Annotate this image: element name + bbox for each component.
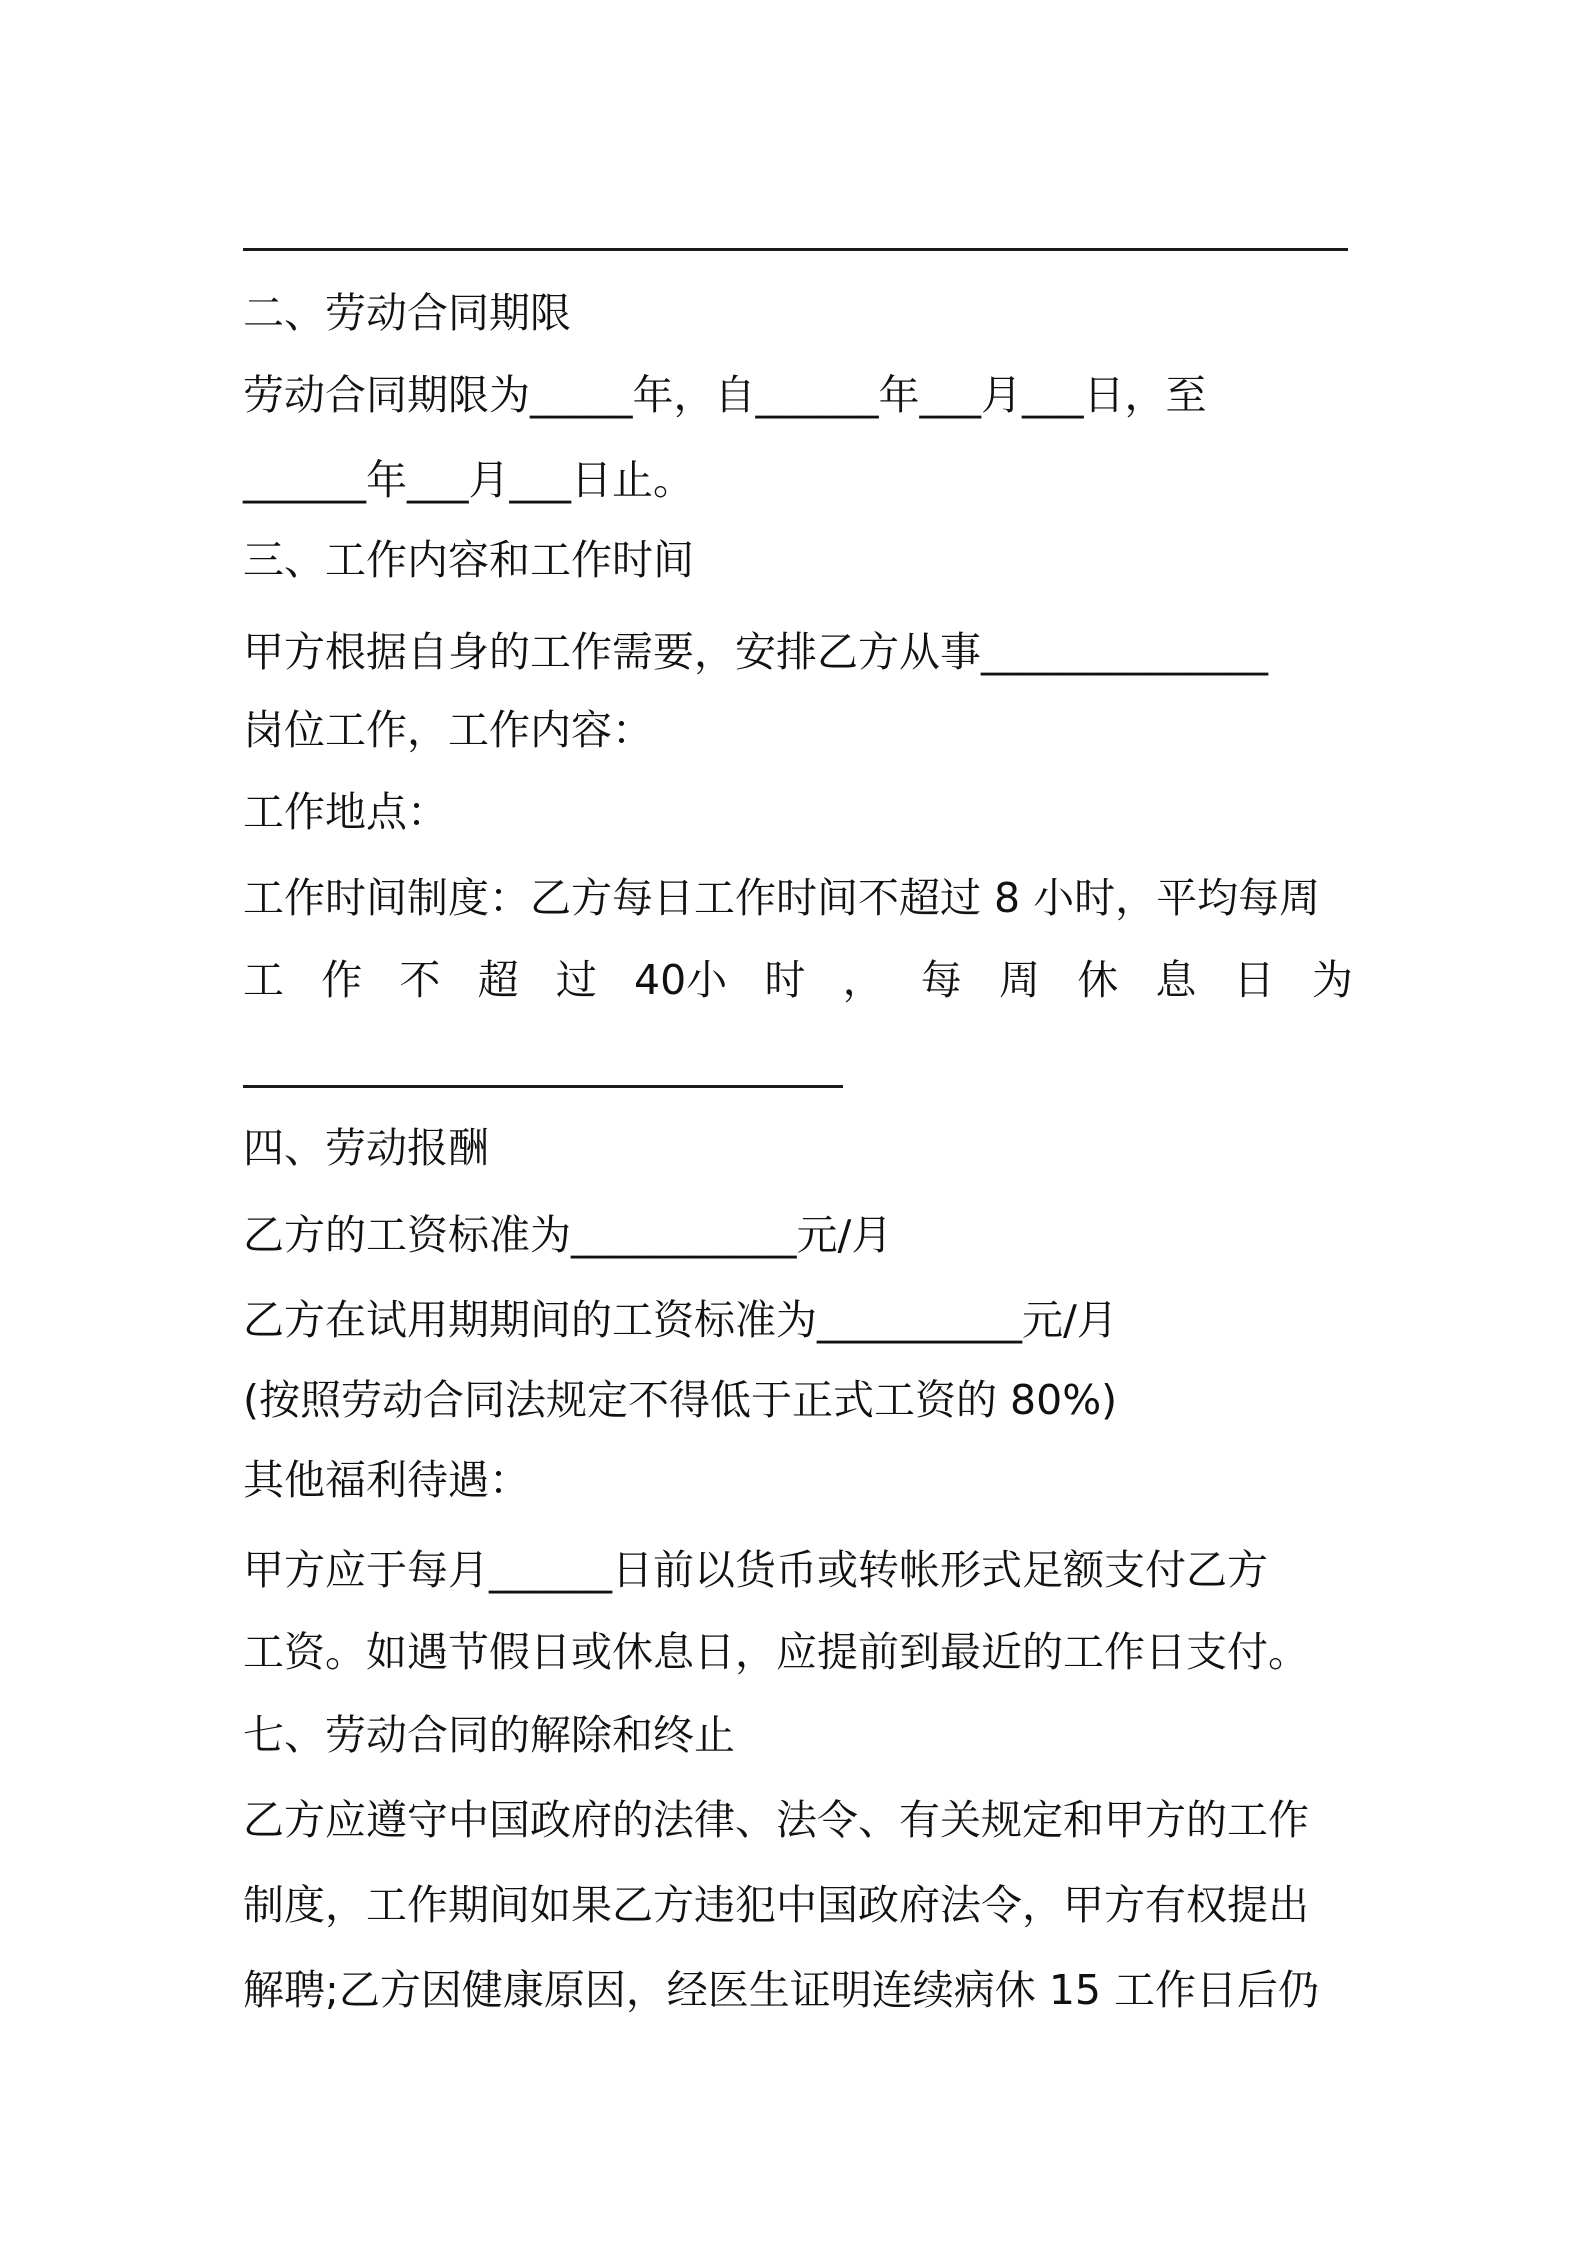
section-heading-remuneration: 四、劳动报酬 bbox=[243, 1124, 489, 1172]
paragraph-line: 其他福利待遇： bbox=[243, 1456, 530, 1504]
section-heading-work-content: 三、工作内容和工作时间 bbox=[243, 536, 694, 584]
paragraph-line: 解聘;乙方因健康原因，经医生证明连续病休 15 工作日后仍 bbox=[243, 1966, 1320, 2014]
paragraph-line: 工资。如遇节假日或休息日，应提前到最近的工作日支付。 bbox=[243, 1628, 1309, 1676]
spread-char: 作 bbox=[321, 956, 363, 1004]
paragraph-line: 乙方应遵守中国政府的法律、法令、有关规定和甲方的工作 bbox=[243, 1796, 1309, 1844]
paragraph-line: 岗位工作，工作内容： bbox=[243, 706, 653, 754]
paragraph-line: 工作时间制度：乙方每日工作时间不超过 8 小时，平均每周 bbox=[243, 874, 1321, 922]
spread-char: 周 bbox=[999, 956, 1040, 1004]
paragraph-line: 甲方应于每月______日前以货币或转帐形式足额支付乙方 bbox=[243, 1546, 1268, 1594]
spread-char: 为 bbox=[1311, 956, 1353, 1004]
spread-char: 40小 bbox=[634, 956, 728, 1004]
weekly-rest-day-blank-rule bbox=[243, 1085, 843, 1088]
paragraph-line: 劳动合同期限为_____年，自______年___月___日，至 bbox=[243, 371, 1207, 419]
paragraph-line: 乙方在试用期期间的工资标准为__________元/月 bbox=[243, 1296, 1118, 1344]
section-heading-termination: 七、劳动合同的解除和终止 bbox=[243, 1711, 735, 1759]
paragraph-line: 甲方根据自身的工作需要，安排乙方从事______________ bbox=[243, 628, 1268, 676]
spread-char: 过 bbox=[555, 956, 597, 1004]
spread-char: 不 bbox=[399, 956, 441, 1004]
spread-char: 时 bbox=[764, 956, 806, 1004]
spread-char: 每 bbox=[920, 956, 962, 1004]
spread-char: 超 bbox=[477, 956, 519, 1004]
spread-char: 工 bbox=[243, 956, 284, 1004]
section-heading-contract-term: 二、劳动合同期限 bbox=[243, 289, 571, 337]
spread-char: 息 bbox=[1155, 956, 1197, 1004]
spread-char: 日 bbox=[1233, 956, 1275, 1004]
paragraph-line: 工作地点： bbox=[243, 788, 448, 836]
spread-char: ， bbox=[842, 956, 884, 1004]
paragraph-line: (按照劳动合同法规定不得低于正式工资的 80%) bbox=[243, 1376, 1118, 1424]
paragraph-line: 制度，工作期间如果乙方违犯中国政府法令，甲方有权提出 bbox=[243, 1881, 1309, 1929]
paragraph-line: ______年___月___日止。 bbox=[243, 456, 694, 504]
paragraph-line: 乙方的工资标准为___________元/月 bbox=[243, 1211, 893, 1259]
spread-paragraph-line bbox=[243, 950, 1353, 1010]
top-underline-rule bbox=[243, 248, 1348, 251]
spread-char: 休 bbox=[1077, 956, 1119, 1004]
